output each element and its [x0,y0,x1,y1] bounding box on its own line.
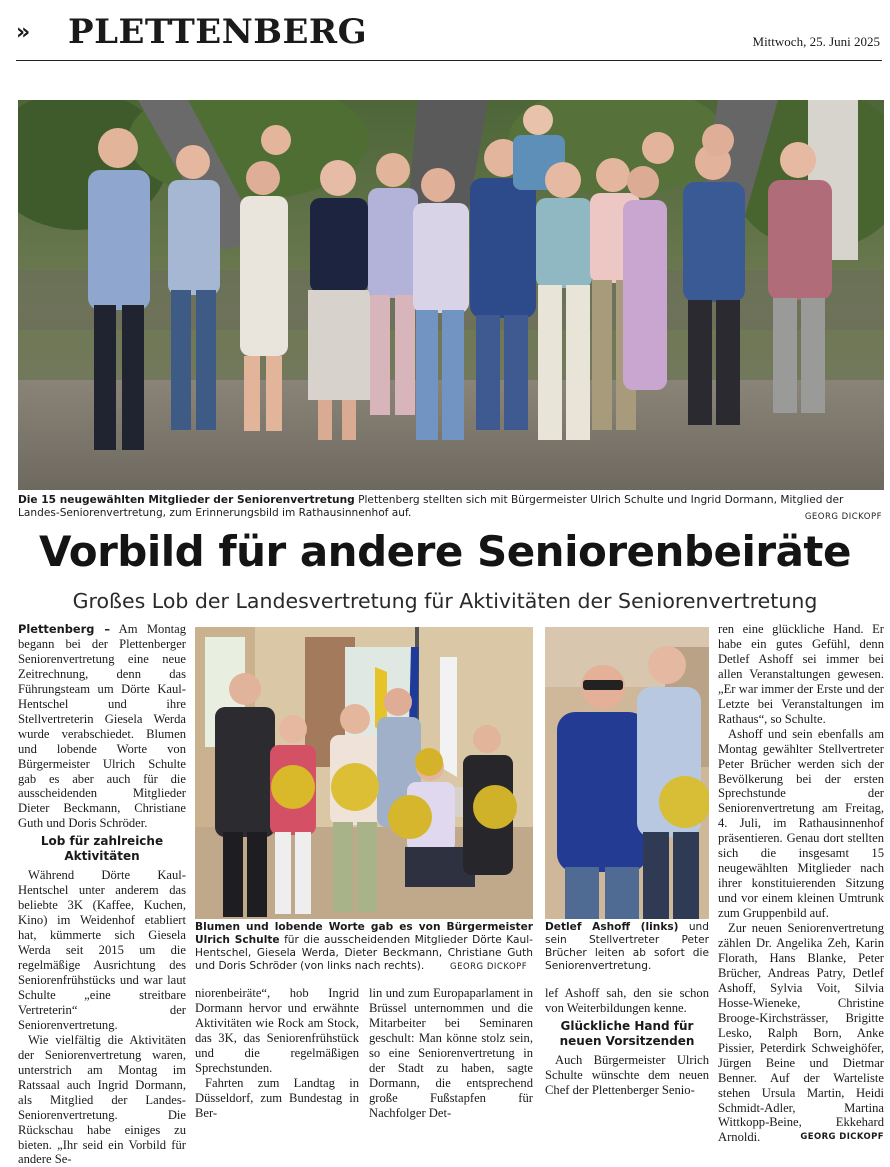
article-column-3 [369,986,533,1121]
leaders-photo [545,627,709,919]
issue-date: Mittwoch, 25. Juni 2025 [752,34,880,49]
article-col5-p1: ren eine glückliche Hand. Er habe ein gutes Gefühl, denn Detlef Ashoff sei immer bei allen Veranstaltungen gewesen. „Er war immer der Erste und der Letzte bei Veranstaltungen im Rathaus“, so Schulte. [718,622,884,726]
article-column-4 [545,986,709,1098]
header-rule [16,60,882,61]
leaders-photo-caption [545,921,709,973]
farewell-photo-caption-text: für die ausscheidenden Mitglieder Dörte Kaul-Hentschel, Giesela Werda, Dieter Beckmann, Christiane Guth und Doris Schröder (von links nach rechts). [195,934,533,972]
article-column-5 [718,622,884,1145]
headline: Vorbild für andere Seniorenbeiräte [39,527,851,576]
group-photo-caption [18,494,884,520]
article-col3-p1: lin und zum Europaparlament in Brüssel unternommen und die Mitarbeiter bei Seminaren geschult: Man könne stolz sein, so eine Seniorenvertretung in der Stadt zu haben, sagte Dormann, die entsprechend große Fußstapfen für Nachfolger Det- [369,986,533,1120]
group-photo-credit: GEORG DICKOPF [804,512,882,522]
article-column-1 [18,622,186,1167]
article-col1-p2: Während Dörte Kaul-Hentschel unter anderem das beliebte 3K (Kaffee, Kuchen, Kino) im Weidenhof etabliert hat, kümmerte sich Giesela Werda seit 2015 um die regelmäßige Ausrichtung des Seniorenfrühstücks und war laut Schulte „eine streitbare Vertreterin“ der Seniorenvertretung. [18,868,186,1032]
article-col1-p3: Wie vielfältig die Aktivitäten der Seniorenvertretung waren, unterstrich am Montag im Ratssaal auch Ingrid Dormann, als Mitglied der Landes-Seniorenvertretung. Die Rückschau habe einiges zu bieten. „Ihr seid ein Vorbild für andere Se- [18,1032,186,1167]
article-col2-p1: niorenbeiräte“, hob Ingrid Dormann hervor und erwähnte Aktivitäten wie Rock am Stock, das 3K, das Seniorenfrühstück und die regelmäßigen Sprechstunden. [195,986,359,1075]
group-photo [18,100,884,490]
article-col1-p1: Am Montag begann bei der Plettenberger Seniorenvertretung eine neue Zeitrechnung, denn das Führungsteam um Dörte Kaul-Hentschel und ihre Stellvertreterin Giesela Werda wurde verabschiedet. Blumen und lobende Worte von Bürgermeister Ulrich Schulte gab es aber auch für die ausscheidenden Mitglieder Dieter Beckmann, Christiane Guth und Doris Schröder. [18,622,187,831]
farewell-photo-caption-bold: Blumen und lobende Worte gab es von Bürgermeister Ulrich Schulte [195,921,533,946]
article-col2-p2: Fahrten zum Landtag in Düsseldorf, zum Bundestag in Ber- [195,1075,359,1120]
article-credit: GEORG DICKOPF [800,1132,884,1143]
leaders-photo-caption-text: und sein Stellvertreter Peter Brücher leiten ab sofort die Seniorenvertretung. [545,921,709,972]
article-column-2 [195,986,359,1121]
article-col4-p2: Auch Bürgermeister Ulrich Schulte wünschte dem neuen Chef der Plettenberger Senio- [545,1052,709,1097]
group-photo-caption-bold: Die 15 neugewählten Mitglieder der Seniorenvertretung [18,494,355,506]
section-title: PLETTENBERG [68,12,368,52]
subhead-lob: Lob für zahlreiche Aktivitäten [40,834,164,864]
farewell-photo [195,627,533,919]
article-lead: Plettenberg – [18,622,111,636]
group-photo-caption-text: Plettenberg stellten sich mit Bürgermeister Ulrich Schulte und Ingrid Dormann, Mitglied der Landes-Seniorenvertretung, zum Erinnerungsbild im Rathausinnenhof auf. [18,494,844,519]
article-col4-p1: lef Ashoff sah, den sie schon von Weiterbildungen kenne. [545,986,709,1015]
subheadline: Großes Lob der Landesvertretung für Aktivitäten der Seniorenvertretung [72,589,818,613]
leaders-photo-caption-bold: Detlef Ashoff (links) [545,921,679,933]
article-col5-p3: Zur neuen Seniorenvertretung zählen Dr. Angelika Zeh, Karin Florath, Hans Blanke, Peter Brücher, Andreas Patry, Detlef Ashoff, Sylvia Voit, Silvia Hosse-Wieneke, Christine Brooge-Kirchsträsser, Brigitte Lesko, Ralph Born, Anke Pissier, Peterdirk Schweighöfer, Jürgen Beine und Dietmar Benner. Auf der Warteliste stehen Ursula Martin, Heidi Schmidt-Adler, Martina Wittkopp-Beine, Ekkehard Arnoldi. [718,921,884,1145]
farewell-photo-credit: GEORG DICKOPF [450,962,528,972]
article-col5-p2: Ashoff und sein ebenfalls am Montag gewählter Stellvertreter Peter Brücher werden sich der Bevölkerung bei der ersten Sprechstunde der Seniorenvertretung am Freitag, 4. Juli, im Rathausinnenhof präsentieren. Genau dort stellten sich die insgesamt 15 neugewählten Mitglieder nach ihrer konstituierenden Sitzung und vor einem kleinen Umtrunk zum Gruppenbild auf. [718,726,884,921]
subhead-glueckliche-hand: Glückliche Hand für neuen Vorsitzenden [559,1018,695,1048]
section-chevron: » [16,20,31,45]
